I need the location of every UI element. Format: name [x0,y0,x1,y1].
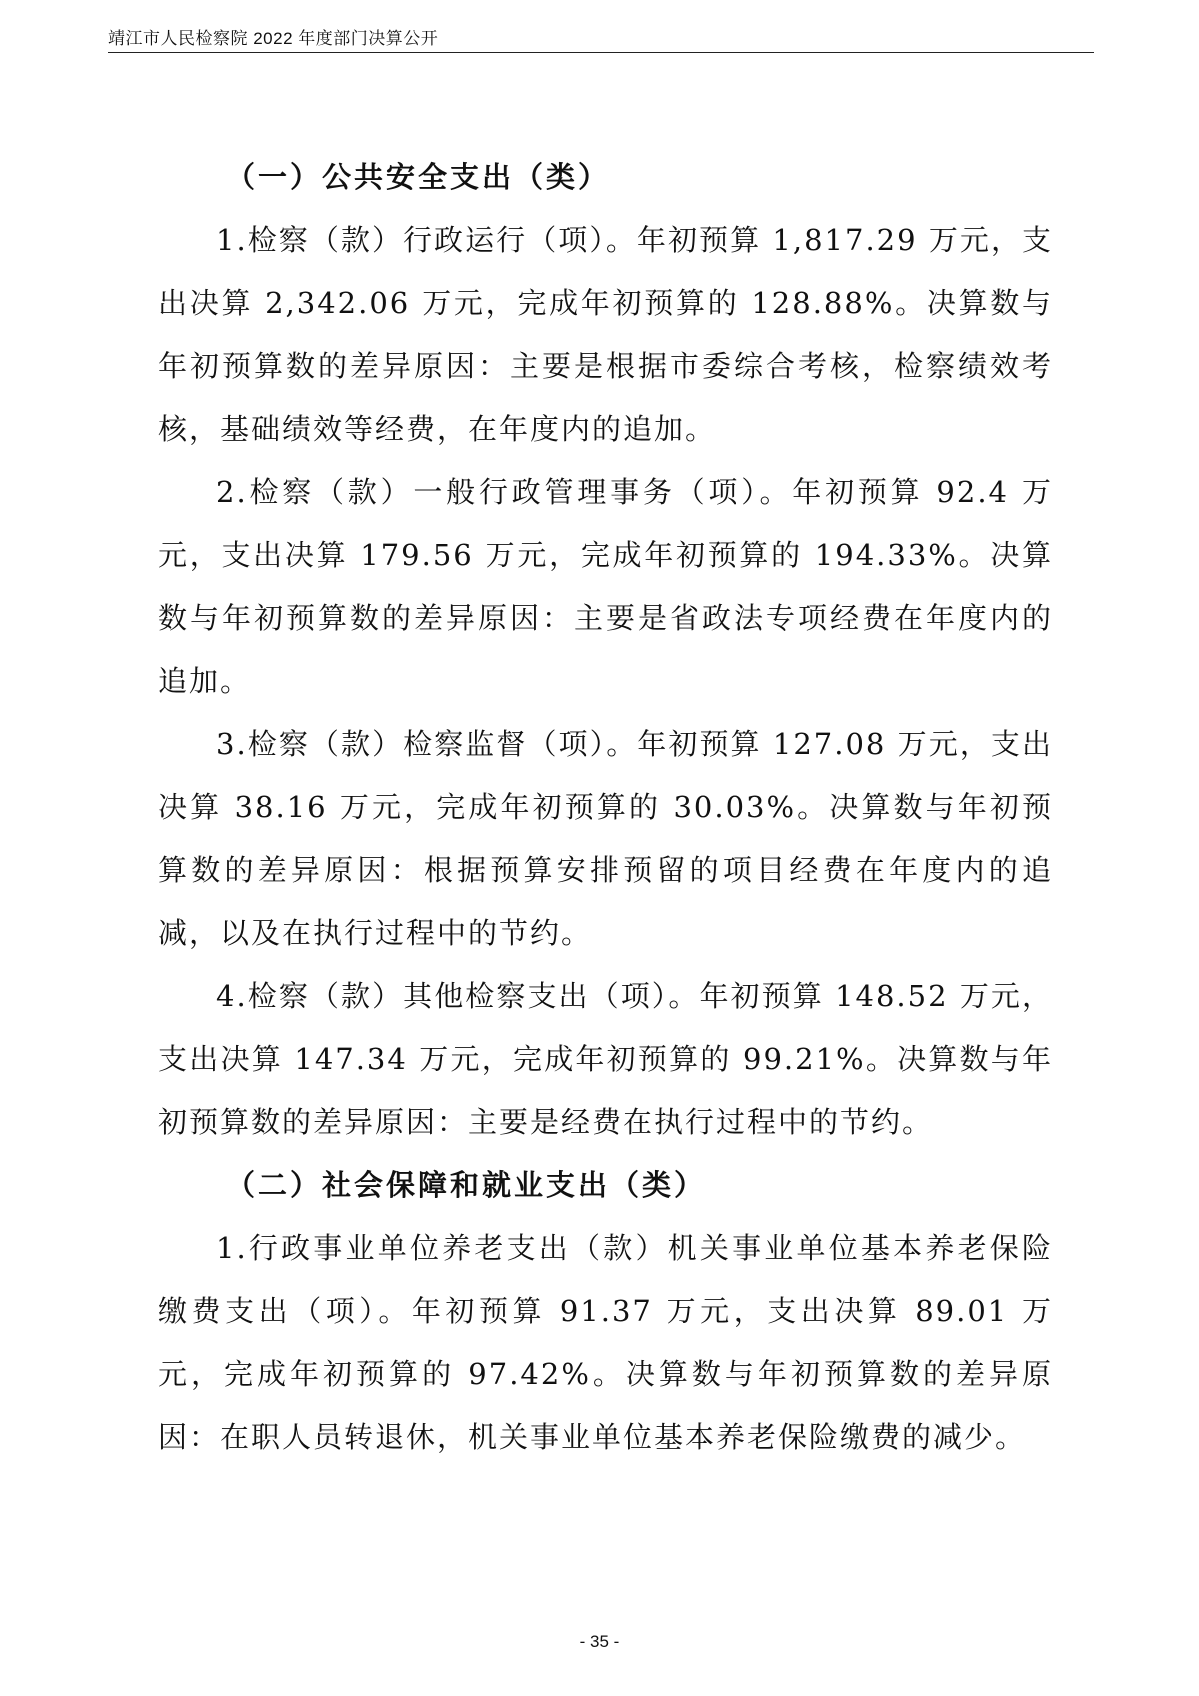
paragraph-item-1: 1.检察（款）行政运行（项）。年初预算 1,817.29 万元，支出决算 2,342.06 万元，完成年初预算的 128.88%。决算数与年初预算数的差异原因：主要是根据市委综合考核，检察绩效考核，基础绩效等经费，在年度内的追加。 [158,223,1053,446]
section-heading-social-security: （二）社会保障和就业支出（类） [226,1168,707,1202]
paragraph-item-5: 1.行政事业单位养老支出（款）机关事业单位基本养老保险缴费支出（项）。年初预算 91.37 万元，支出决算 89.01 万元，完成年初预算的 97.42%。决算数与年初预算数的差异原因：在职人员转退休，机关事业单位基本养老保险缴费的减少。 [158,1231,1053,1454]
page-header [108,20,1094,53]
paragraph-item-3: 3.检察（款）检察监督（项）。年初预算 127.08 万元，支出决算 38.16 万元，完成年初预算的 30.03%。决算数与年初预算数的差异原因：根据预算安排预留的项目经费在年度内的追减，以及在执行过程中的节约。 [158,727,1053,950]
paragraph-item-4: 4.检察（款）其他检察支出（项）。年初预算 148.52 万元，支出决算 147.34 万元，完成年初预算的 99.21%。决算数与年初预算数的差异原因：主要是经费在执行过程中的节约。 [158,979,1053,1139]
section-heading-public-security: （一）公共安全支出（类） [226,160,611,194]
document-body [158,146,1053,1469]
page-number: - 35 - [579,1632,620,1651]
paragraph-item-2: 2.检察（款）一般行政管理事务（项）。年初预算 92.4 万元，支出决算 179.56 万元，完成年初预算的 194.33%。决算数与年初预算数的差异原因：主要是省政法专项经费在年度内的追加。 [158,475,1053,698]
document-header-title: 靖江市人民检察院 2022 年度部门决算公开 [108,29,439,48]
